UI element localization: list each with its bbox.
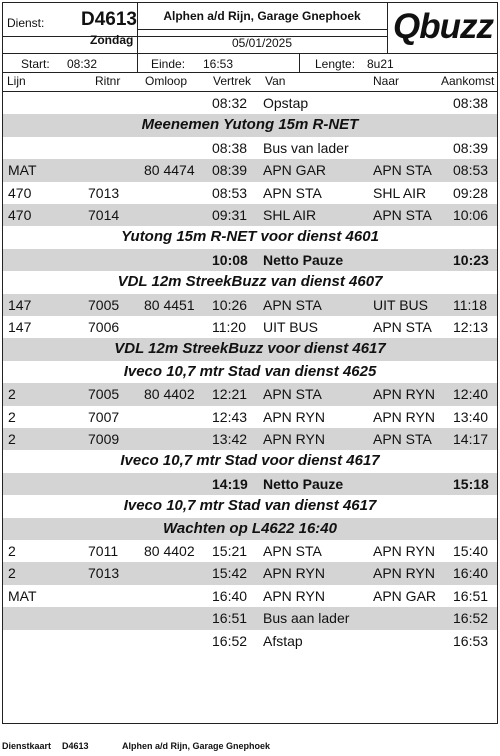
duty-card (2, 2, 498, 724)
length-value: 8u21 (367, 57, 394, 71)
dienst-day: Zondag (90, 33, 134, 47)
cell-lijn: MAT (8, 162, 37, 179)
cell-van: APN GAR (263, 162, 327, 179)
cell-vertrek: 12:21 (212, 386, 248, 403)
cell-naar: APN RYN (373, 408, 435, 425)
cell-aankomst: 15:18 (453, 475, 489, 492)
cell-aankomst: 12:13 (453, 319, 489, 335)
trip-row (3, 562, 497, 584)
cell-aankomst: 16:52 (453, 610, 489, 627)
cell-van: Bus van lader (263, 139, 349, 156)
cell-lijn: 470 (8, 184, 32, 201)
pause-row (3, 249, 497, 271)
trip-row (3, 182, 497, 204)
section-heading (3, 361, 497, 383)
cell-vertrek: 11:20 (212, 319, 246, 335)
section-heading (3, 226, 497, 248)
dienst-label: Dienst: (7, 16, 45, 30)
cell-vertrek: 16:40 (212, 587, 248, 604)
section-heading-text: Iveco 10,7 mtr Stad voor dienst 4617 (120, 452, 380, 470)
cell-lijn: 147 (8, 296, 32, 313)
cell-aankomst: 13:40 (453, 408, 489, 425)
trip-row (3, 585, 497, 607)
end-label: Einde: (151, 57, 186, 71)
section-heading-text: Iveco 10,7 mtr Stad van dienst 4617 (123, 497, 377, 515)
col-aankomst: Aankomst (441, 74, 495, 88)
cell-vertrek: 08:38 (212, 139, 248, 156)
footer-dienst: D4613 (62, 741, 89, 751)
garage-name: Alphen a/d Rijn, Garage Gnephoek (163, 9, 361, 23)
service-date: 05/01/2025 (231, 36, 293, 50)
summary-divider (137, 54, 138, 72)
cell-aankomst: 16:40 (453, 565, 489, 582)
cell-lijn: 2 (8, 386, 16, 403)
section-heading-text: Wachten op L4622 16:40 (163, 519, 337, 537)
cell-van: APN RYN (263, 587, 325, 604)
cell-vertrek: 16:51 (212, 610, 248, 627)
col-ritnr: Ritnr (95, 74, 121, 88)
cell-ritnr: 7006 (88, 319, 120, 335)
cell-aankomst: 14:17 (453, 431, 489, 447)
pause-row (3, 473, 497, 495)
cell-van: UIT BUS (263, 319, 318, 335)
trip-row (3, 383, 497, 405)
footer-label: Dienstkaart (2, 741, 52, 751)
trip-row (3, 316, 497, 338)
cell-naar: UIT BUS (373, 296, 428, 313)
cell-ritnr: 7005 (88, 296, 120, 313)
length-label: Lengte: (315, 57, 356, 71)
cell-lijn: 147 (8, 319, 32, 335)
section-heading (3, 518, 497, 540)
cell-naar: APN STA (373, 162, 432, 179)
section-heading-text: Meenemen Yutong 15m R-NET (141, 116, 359, 134)
cell-naar: APN RYN (373, 543, 435, 559)
cell-ritnr: 7005 (88, 386, 120, 403)
cell-naar: APN RYN (373, 386, 435, 403)
cell-aankomst: 12:40 (453, 386, 489, 403)
cell-aankomst: 09:28 (453, 184, 489, 201)
trip-row (3, 159, 497, 181)
cell-aankomst: 11:18 (453, 296, 487, 313)
cell-vertrek: 08:32 (212, 95, 248, 111)
cell-naar: APN GAR (373, 587, 437, 604)
cell-van: Netto Pauze (263, 475, 344, 492)
trip-row (3, 607, 497, 629)
section-heading-text: VDL 12m StreekBuzz van dienst 4607 (117, 273, 383, 291)
cell-aankomst: 16:53 (453, 632, 489, 649)
section-heading (3, 495, 497, 517)
cell-van: SHL AIR (263, 207, 317, 223)
cell-aankomst: 08:39 (453, 139, 489, 156)
summary-divider (299, 54, 300, 72)
cell-vertrek: 12:43 (212, 408, 248, 425)
cell-van: APN STA (263, 296, 322, 313)
cell-naar: APN STA (373, 319, 432, 335)
trip-row (3, 137, 497, 159)
start-value: 08:32 (67, 57, 98, 71)
cell-lijn: 2 (8, 431, 16, 447)
cell-van: Netto Pauze (263, 251, 344, 268)
garage-divider (137, 29, 387, 30)
cell-naar: APN RYN (373, 565, 435, 582)
trip-row (3, 540, 497, 562)
cell-aankomst: 16:51 (453, 587, 489, 604)
dienst-number: D4613 (81, 9, 137, 30)
section-heading (3, 338, 497, 360)
cell-naar: APN STA (373, 207, 432, 223)
cell-aankomst: 10:06 (453, 207, 489, 223)
cell-aankomst: 08:53 (453, 162, 489, 179)
cell-aankomst: 10:23 (453, 251, 489, 268)
cell-omloop: 80 4474 (144, 162, 195, 179)
logo-divider (387, 3, 388, 53)
cell-van: APN STA (263, 543, 322, 559)
col-vertrek: Vertrek (213, 74, 252, 88)
cell-van: Bus aan lader (263, 610, 350, 627)
cell-vertrek: 08:53 (212, 184, 248, 201)
trip-row (3, 294, 497, 316)
cell-omloop: 80 4402 (144, 386, 195, 403)
cell-ritnr: 7014 (88, 207, 120, 223)
end-value: 16:53 (203, 57, 234, 71)
cell-ritnr: 7007 (88, 408, 120, 425)
cell-vertrek: 13:42 (212, 431, 248, 447)
cell-ritnr: 7011 (88, 543, 119, 559)
cell-vertrek: 10:08 (212, 251, 248, 268)
col-naar: Naar (373, 74, 400, 88)
cell-ritnr: 7009 (88, 431, 120, 447)
cell-lijn: 2 (8, 543, 16, 559)
cell-lijn: 2 (8, 408, 16, 425)
cell-omloop: 80 4402 (144, 543, 195, 559)
qbuzz-logo: Qbuzz (393, 7, 493, 46)
cell-lijn: 2 (8, 565, 16, 582)
col-van: Van (265, 74, 286, 88)
trip-row (3, 406, 497, 428)
trip-row (3, 204, 497, 226)
section-heading-text: VDL 12m StreekBuzz voor dienst 4617 (114, 340, 386, 358)
section-heading (3, 271, 497, 293)
section-heading (3, 450, 497, 472)
cell-naar: APN STA (373, 431, 432, 447)
cell-vertrek: 14:19 (212, 475, 248, 492)
start-label: Start: (21, 57, 50, 71)
cell-naar: SHL AIR (373, 184, 427, 201)
section-heading-text: Yutong 15m R-NET voor dienst 4601 (121, 228, 379, 246)
cell-van: APN RYN (263, 408, 325, 425)
section-heading-text: Iveco 10,7 mtr Stad van dienst 4625 (123, 362, 377, 380)
cell-ritnr: 7013 (88, 565, 120, 582)
cell-lijn: 470 (8, 207, 32, 223)
cell-ritnr: 7013 (88, 184, 120, 201)
cell-van: APN RYN (263, 431, 325, 447)
col-lijn: Lijn (7, 74, 26, 88)
cell-vertrek: 15:42 (212, 565, 248, 582)
trip-row (3, 630, 497, 652)
cell-vertrek: 16:52 (212, 632, 248, 649)
cell-omloop: 80 4451 (144, 296, 195, 313)
cell-vertrek: 09:31 (212, 207, 248, 223)
footer-garage: Alphen a/d Rijn, Garage Gnephoek (122, 741, 271, 751)
col-omloop: Omloop (145, 74, 188, 88)
section-heading (3, 114, 497, 136)
cell-van: APN RYN (263, 565, 325, 582)
cell-van: APN STA (263, 386, 322, 403)
cell-vertrek: 15:21 (212, 543, 248, 559)
trip-row (3, 92, 497, 114)
cell-vertrek: 10:26 (212, 296, 248, 313)
trip-row (3, 428, 497, 450)
cell-van: Opstap (263, 95, 309, 111)
cell-van: APN STA (263, 184, 322, 201)
cell-van: Afstap (263, 632, 303, 649)
time-summary-bar (3, 53, 497, 73)
cell-aankomst: 08:38 (453, 95, 489, 111)
cell-vertrek: 08:39 (212, 162, 248, 179)
cell-lijn: MAT (8, 587, 37, 604)
cell-aankomst: 15:40 (453, 543, 489, 559)
